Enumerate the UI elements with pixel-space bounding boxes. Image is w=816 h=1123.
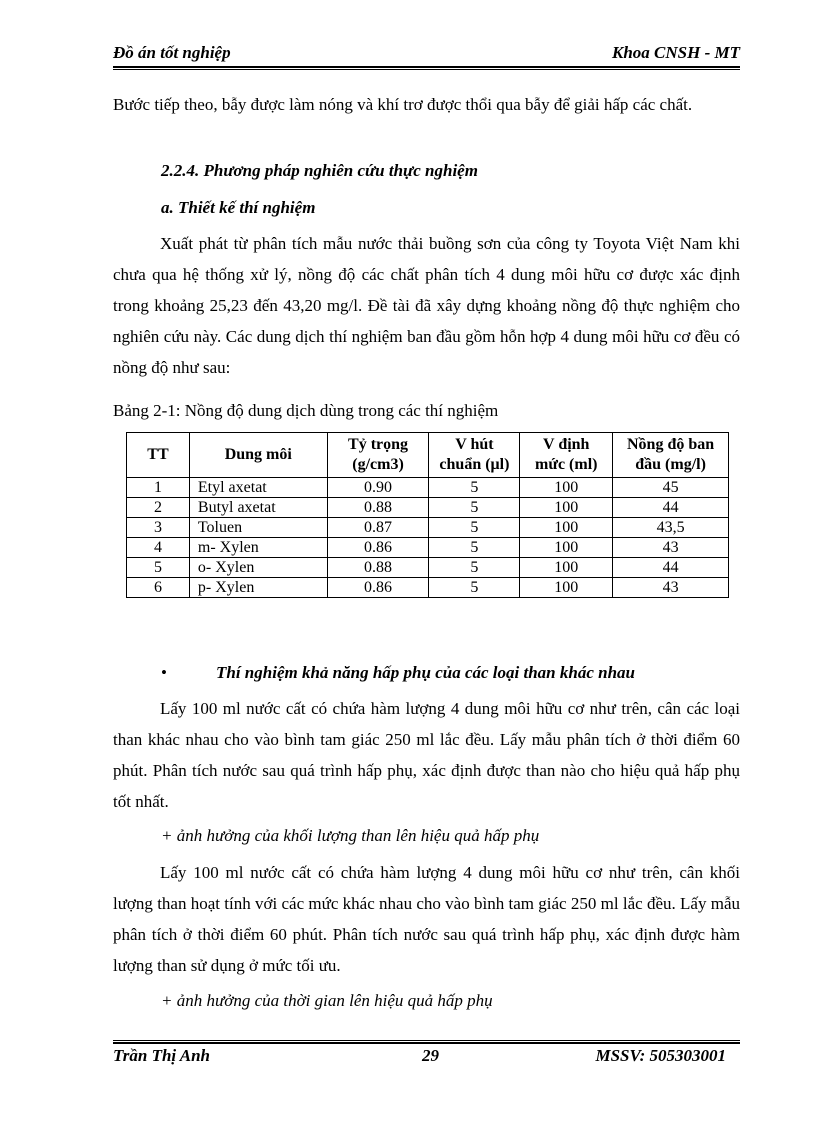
cell-conc: 43,5 [613, 518, 729, 538]
cell-conc: 43 [613, 578, 729, 598]
cell-tt: 3 [127, 518, 190, 538]
time-subheading: + ảnh hưởng của thời gian lên hiệu quả hấp phụ [161, 991, 493, 1010]
cell-solvent: Etyl axetat [189, 478, 327, 498]
cell-density: 0.86 [327, 538, 429, 558]
cell-vdm: 100 [520, 498, 613, 518]
cell-vdm: 100 [520, 478, 613, 498]
cell-density: 0.88 [327, 498, 429, 518]
footer-rule-thick [113, 1042, 740, 1044]
page-footer [113, 1046, 740, 1072]
cell-vdm: 100 [520, 538, 613, 558]
cell-vhut: 5 [429, 478, 520, 498]
bullet-symbol: • [161, 663, 167, 682]
table-header-row [127, 433, 729, 478]
intro-paragraph: Bước tiếp theo, bẫy được làm nóng và khí trơ được thổi qua bẫy để giải hấp các chất. [113, 95, 693, 114]
cell-vhut: 5 [429, 558, 520, 578]
cell-solvent: p- Xylen [189, 578, 327, 598]
section-heading: 2.2.4. Phương pháp nghiên cứu thực nghiệm [161, 161, 478, 180]
cell-tt: 4 [127, 538, 190, 558]
col-header-solvent: Dung môi [189, 433, 327, 478]
cell-vdm: 100 [520, 558, 613, 578]
cell-vhut: 5 [429, 518, 520, 538]
cell-tt: 6 [127, 578, 190, 598]
cell-solvent: o- Xylen [189, 558, 327, 578]
cell-vdm: 100 [520, 518, 613, 538]
cell-density: 0.88 [327, 558, 429, 578]
col-header-conc: Nồng độ ban đầu (mg/l) [613, 433, 729, 478]
cell-vhut: 5 [429, 498, 520, 518]
mass-paragraph: Lấy 100 ml nước cất có chứa hàm lượng 4 dung môi hữu cơ như trên, cân khối lượng than hoạt tính với các mức khác nhau cho vào bình tam giác 250 ml lắc đều. Lấy mẫu phân tích ở thời điểm 60 phút. Phân tích nước sau quá trình hấp phụ, xác định được hàm lượng than sử dụng ở mức tối ưu. [113, 863, 740, 975]
cell-density: 0.87 [327, 518, 429, 538]
footer-author: Trần Thị Anh [113, 1046, 211, 1065]
header-right: Khoa CNSH - MT [612, 43, 740, 62]
concentration-table [126, 432, 729, 598]
col-header-tt: TT [127, 433, 190, 478]
table-row [127, 518, 729, 538]
cell-tt: 2 [127, 498, 190, 518]
cell-vhut: 5 [429, 578, 520, 598]
header-rule [113, 66, 740, 68]
cell-vhut: 5 [429, 538, 520, 558]
design-paragraph: Xuất phát từ phân tích mẫu nước thải buồng sơn của công ty Toyota Việt Nam khi chưa qua hệ thống xử lý, nồng độ các chất phân tích 4 dung môi hữu cơ được xác định trong khoảng 25,23 đến 43,20 mg/l. Đề tài đã xây dựng khoảng nồng độ thực nghiệm cho nghiên cứu này. Các dung dịch thí nghiệm ban đầu gồm hỗn hợp 4 dung môi hữu cơ đều có nồng độ như sau: [113, 234, 740, 377]
cell-conc: 44 [613, 558, 729, 578]
cell-vdm: 100 [520, 578, 613, 598]
col-header-density: Tỷ trọng (g/cm3) [327, 433, 429, 478]
cell-solvent: Toluen [189, 518, 327, 538]
footer-rule [113, 1040, 740, 1041]
cell-density: 0.86 [327, 578, 429, 598]
subsection-heading: a. Thiết kế thí nghiệm [161, 198, 316, 217]
page-header [113, 40, 740, 66]
col-header-vhut: V hút chuẩn (μl) [429, 433, 520, 478]
table-row [127, 478, 729, 498]
cell-tt: 1 [127, 478, 190, 498]
carbon-types-paragraph: Lấy 100 ml nước cất có chứa hàm lượng 4 dung môi hữu cơ như trên, cân các loại than khác nhau cho vào bình tam giác 250 ml lắc đều. Lấy mẫu phân tích ở thời điểm 60 phút. Phân tích nước sau quá trình hấp phụ, xác định được than nào cho hiệu quả hấp phụ tốt nhất. [113, 699, 740, 811]
cell-conc: 44 [613, 498, 729, 518]
header-rule-thin [113, 69, 740, 70]
cell-density: 0.90 [327, 478, 429, 498]
mass-subheading: + ảnh hưởng của khối lượng than lên hiệu quả hấp phụ [161, 826, 540, 845]
col-header-vdm: V định mức (ml) [520, 433, 613, 478]
bullet-title: Thí nghiệm khả năng hấp phụ của các loại than khác nhau [216, 663, 635, 682]
cell-solvent: m- Xylen [189, 538, 327, 558]
page-number: 29 [422, 1046, 439, 1065]
table-row [127, 558, 729, 578]
cell-conc: 45 [613, 478, 729, 498]
table-row [127, 538, 729, 558]
cell-conc: 43 [613, 538, 729, 558]
table-caption: Bảng 2-1: Nồng độ dung dịch dùng trong các thí nghiệm [113, 401, 499, 420]
cell-solvent: Butyl axetat [189, 498, 327, 518]
table-row [127, 578, 729, 598]
header-left: Đồ án tốt nghiệp [113, 43, 231, 62]
footer-student-id: MSSV: 505303001 [595, 1046, 726, 1065]
table-row [127, 498, 729, 518]
cell-tt: 5 [127, 558, 190, 578]
